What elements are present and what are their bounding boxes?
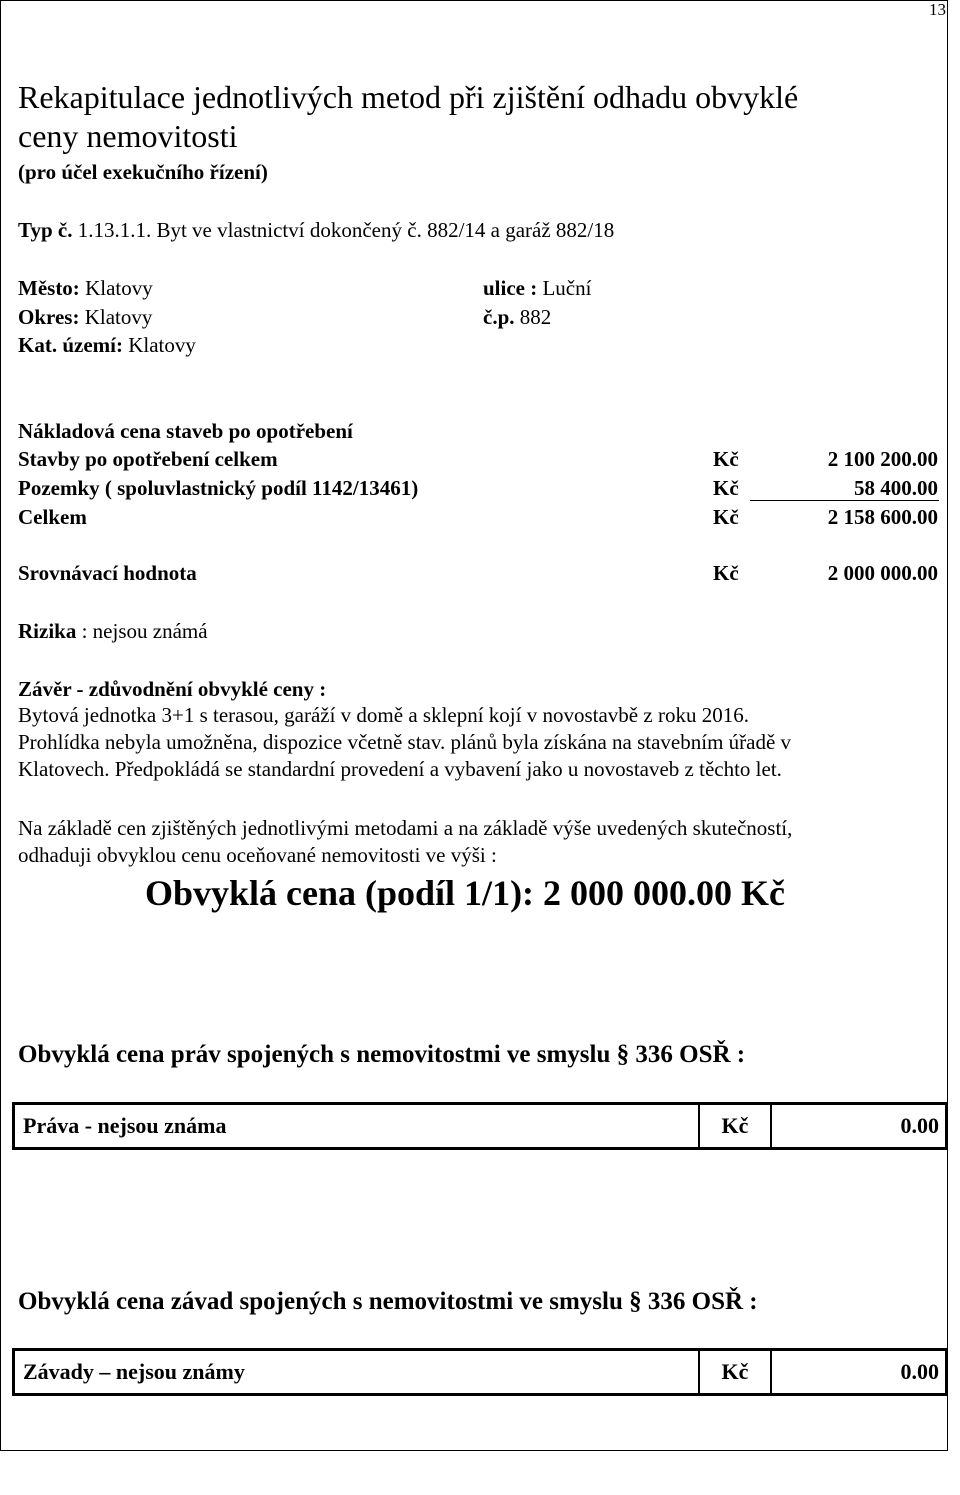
page-number: 13 [929, 0, 946, 19]
mesto-label: Město: [18, 276, 80, 300]
basis-line: odhaduji obvyklou cenu oceňované nemovitosti ve výši : [18, 843, 497, 867]
cost-row-label: Celkem [18, 505, 87, 529]
okres-label: Okres: [18, 305, 80, 329]
comparative-label: Srovnávací hodnota [18, 561, 197, 585]
title-line-2: ceny nemovitosti [18, 118, 238, 154]
conclusion-line: Bytová jednotka 3+1 s terasou, garáží v domě a sklepní kojí v novostavbě z roku 2016. [18, 703, 749, 727]
kat-value: Klatovy [128, 333, 196, 357]
cp-line [483, 305, 551, 330]
basis-text [18, 815, 948, 869]
cp-value: 882 [519, 305, 552, 329]
defects-label: Závady – nejsou známy [15, 1351, 700, 1393]
cost-row-amount: 58 400.00 [854, 476, 938, 500]
defects-amount: 0.00 [900, 1359, 939, 1384]
conclusion-heading: Závěr - zdůvodnění obvyklé ceny : [18, 677, 327, 701]
defects-heading: Obvyklá cena závad spojených s nemovitostmi ve smyslu § 336 OSŘ : [18, 1288, 758, 1315]
rights-heading: Obvyklá cena práv spojených s nemovitostmi ve smyslu § 336 OSŘ : [18, 1041, 746, 1068]
comparative-amount: 2 000 000.00 [827, 561, 938, 585]
cost-row-currency: Kč [713, 505, 739, 529]
typ-value: 1.13.1.1. Byt ve vlastnictví dokončený č. 882/14 a garáž 882/18 [77, 218, 615, 242]
risks-label: Rizika [18, 619, 77, 643]
cost-row-currency: Kč [713, 447, 739, 471]
cost-row-currency: Kč [713, 476, 739, 500]
defects-currency: Kč [700, 1351, 772, 1393]
typ-label: Typ č. [18, 218, 73, 242]
rights-amount: 0.00 [900, 1113, 939, 1138]
okres-value: Klatovy [84, 305, 153, 329]
cp-label: č.p. [483, 305, 515, 329]
rights-table [12, 1102, 948, 1150]
okres-line [18, 305, 152, 330]
defects-table [12, 1348, 948, 1396]
typ-line [18, 218, 614, 243]
page-subtitle: (pro účel exekučního řízení) [18, 160, 268, 184]
risks-line [18, 619, 208, 644]
kat-label: Kat. území: [18, 333, 123, 357]
costs-heading: Nákladová cena staveb po opotřebení [18, 419, 353, 443]
conclusion-text [18, 702, 948, 783]
risks-value: : nejsou známá [81, 619, 208, 643]
title-line-1: Rekapitulace jednotlivých metod při zjištění odhadu obvyklé [18, 79, 799, 115]
kat-line [18, 333, 196, 358]
cost-row-label: Pozemky ( spoluvlastnický podíl 1142/13461) [18, 476, 419, 500]
conclusion-line: Klatovech. Předpokládá se standardní provedení a vybavení jako u novostaveb z těchto let. [18, 757, 782, 781]
ulice-line [483, 276, 591, 301]
page-title [18, 78, 798, 156]
mesto-value: Klatovy [85, 276, 153, 300]
mesto-line [18, 276, 153, 301]
ulice-value: Luční [542, 276, 592, 300]
final-price: Obvyklá cena (podíl 1/1): 2 000 000.00 Kč [145, 873, 786, 913]
ulice-label: ulice : [483, 276, 538, 300]
cost-row-label: Stavby po opotřebení celkem [18, 447, 278, 471]
rights-label: Práva - nejsou známa [15, 1105, 700, 1147]
comparative-currency: Kč [713, 561, 739, 585]
rights-currency: Kč [700, 1105, 772, 1147]
cost-row-amount: 2 158 600.00 [827, 505, 938, 529]
conclusion-line: Prohlídka nebyla umožněna, dispozice včetně stav. plánů byla získána na stavebním úřadě v [18, 730, 792, 754]
cost-row-amount: 2 100 200.00 [827, 447, 938, 471]
subtotal-underline [750, 500, 939, 501]
basis-line: Na základě cen zjištěných jednotlivými metodami a na základě výše uvedených skutečností, [18, 816, 793, 840]
